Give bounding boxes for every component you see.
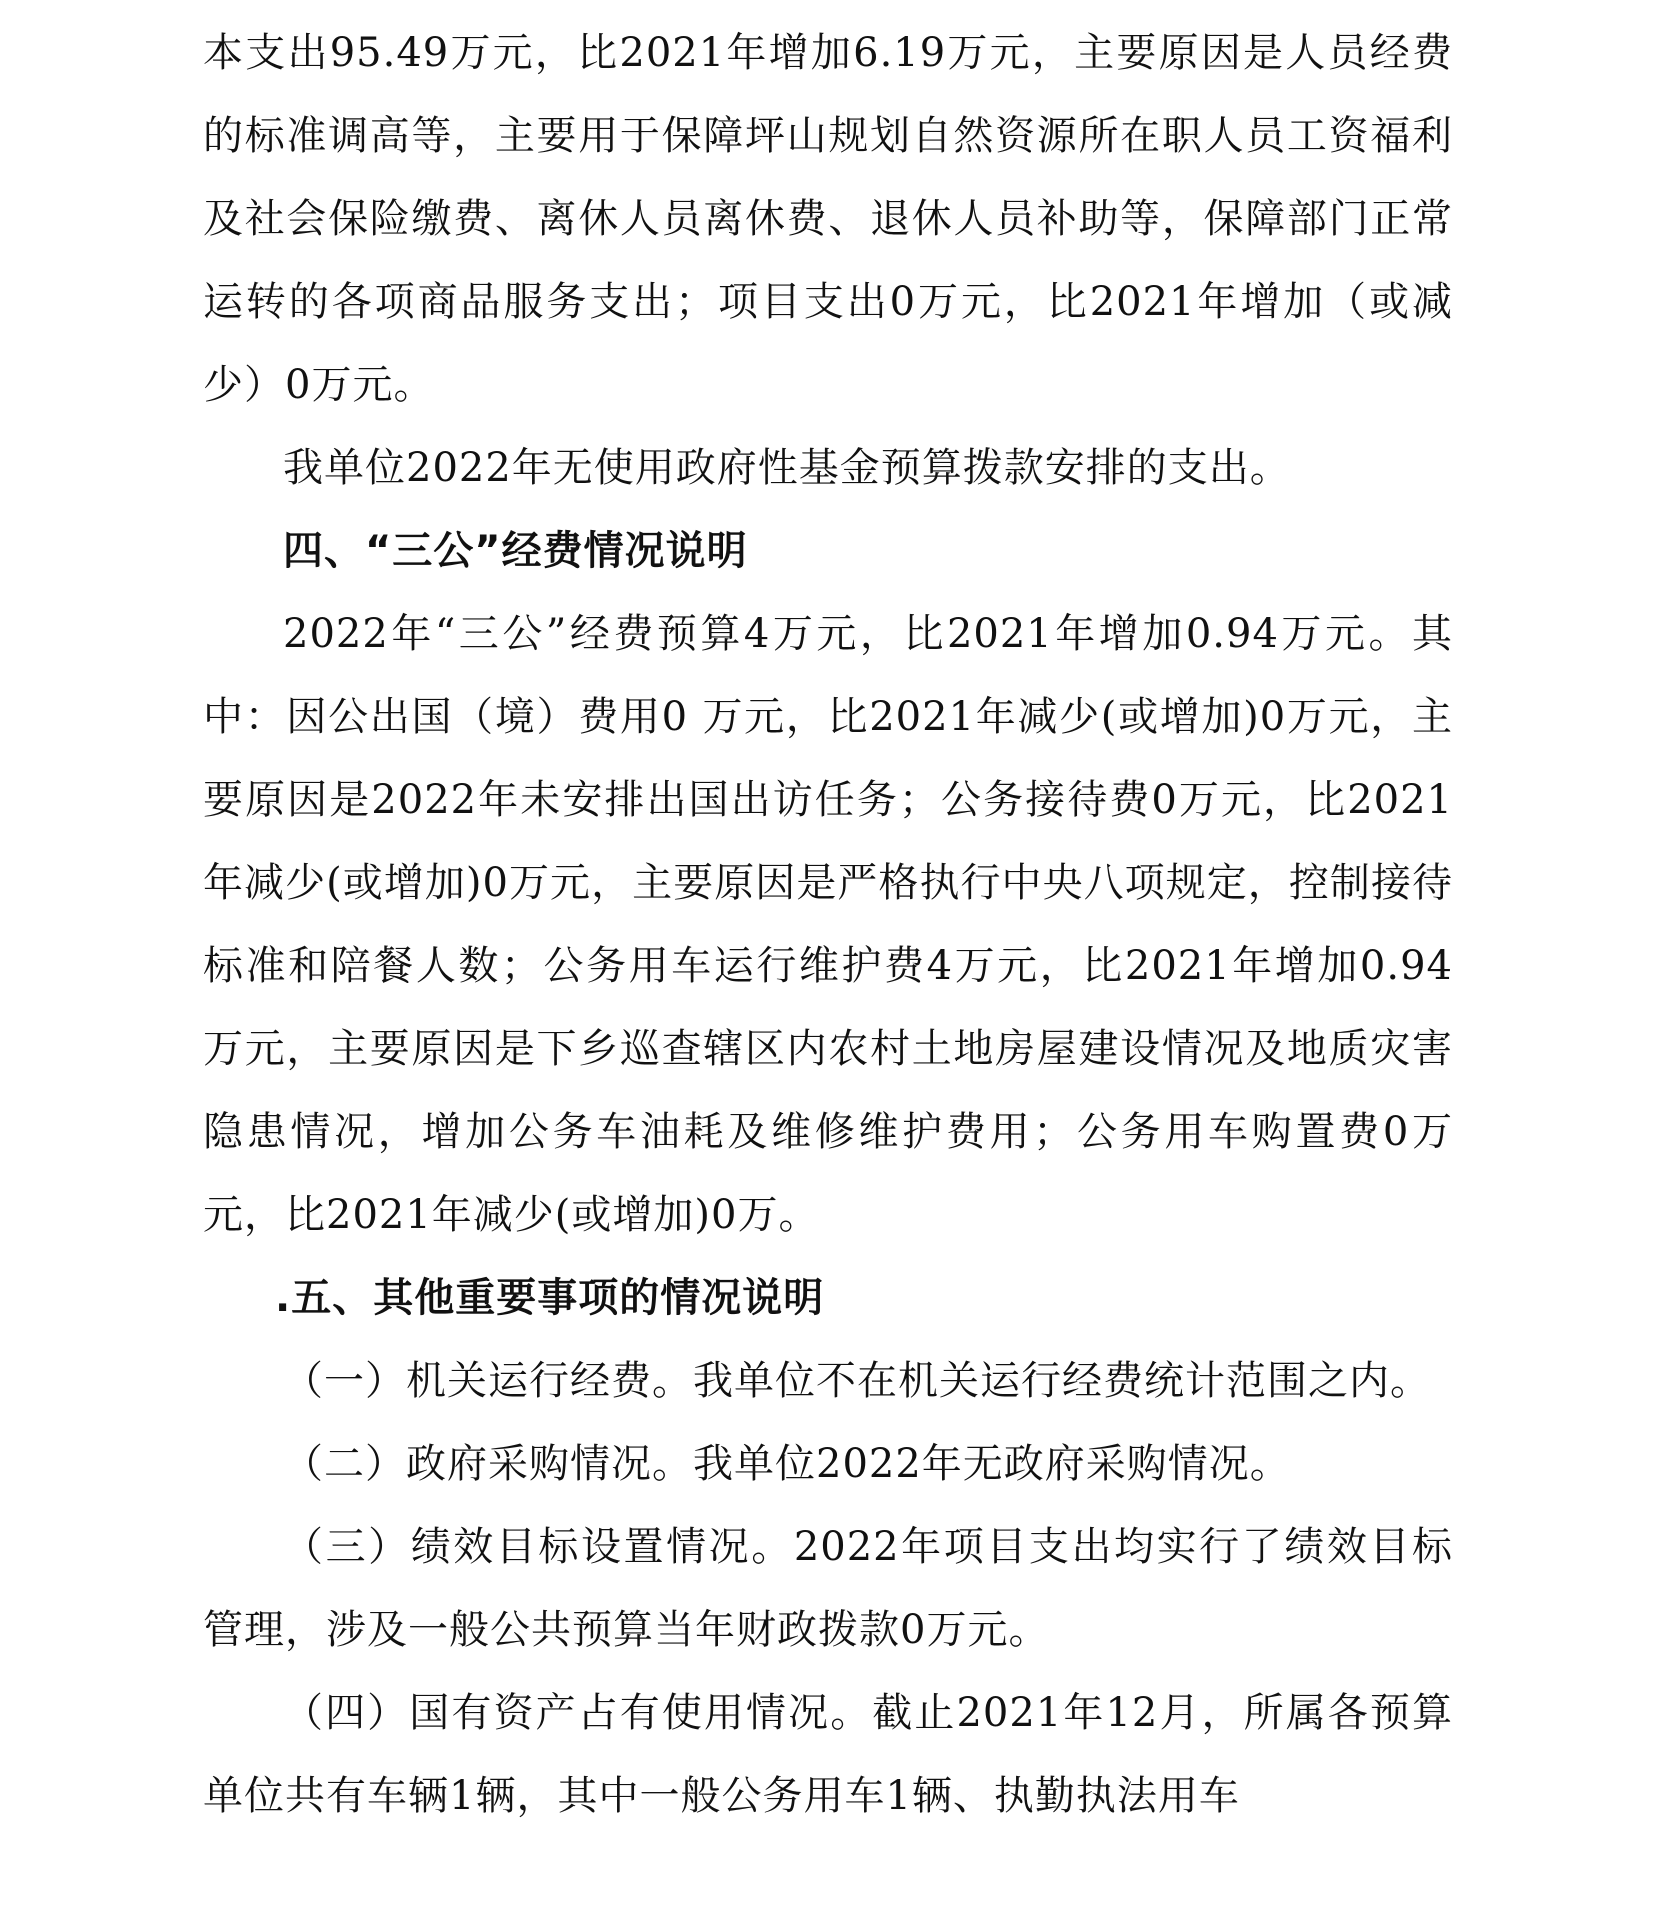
paragraph-agency-operating-costs: （一）机关运行经费。我单位不在机关运行经费统计范围之内。	[283, 1358, 1431, 1404]
paragraph-three-public-expenses: 2022年“三公”经费预算4万元，比2021年增加0.94万元。其中：因公出国（境）费用0 万元，比2021年减少(或增加)0万元，主要原因是2022年未安排出国出访任务；公务接待费0万元，比2021年减少(或增加)0万元，主要原因是严格执行中央八项规定，控制接待标准和陪餐人数；公务用车运行维护费4万元，比2021年增加0.94万元，主要原因是下乡巡查辖区内农村土地房屋建设情况及地质灾害隐患情况，增加公务车油耗及维修维护费用；公务用车购置费0万元，比2021年减少(或增加)0万。	[203, 611, 1453, 1238]
paragraph-state-assets: （四）国有资产占有使用情况。截止2021年12月，所属各预算单位共有车辆1辆，其中一般公务用车1辆、执勤执法用车	[203, 1690, 1453, 1819]
paragraph-government-fund: 我单位2022年无使用政府性基金预算拨款安排的支出。	[283, 445, 1291, 491]
section-heading-other-matters: .五、其他重要事项的情况说明	[275, 1275, 825, 1321]
section-heading-three-public-expenses: 四、“三公”经费情况说明	[283, 528, 748, 574]
document-body	[203, 12, 1453, 1838]
paragraph-performance-targets: （三）绩效目标设置情况。2022年项目支出均实行了绩效目标管理，涉及一般公共预算当年财政拨款0万元。	[203, 1524, 1453, 1653]
paragraph-government-procurement: （二）政府采购情况。我单位2022年无政府采购情况。	[283, 1441, 1291, 1487]
paragraph-basic-expenditure: 本支出95.49万元，比2021年增加6.19万元，主要原因是人员经费的标准调高等，主要用于保障坪山规划自然资源所在职人员工资福利及社会保险缴费、离休人员离休费、退休人员补助等，保障部门正常运转的各项商品服务支出；项目支出0万元，比2021年增加（或减少）0万元。	[203, 30, 1453, 408]
